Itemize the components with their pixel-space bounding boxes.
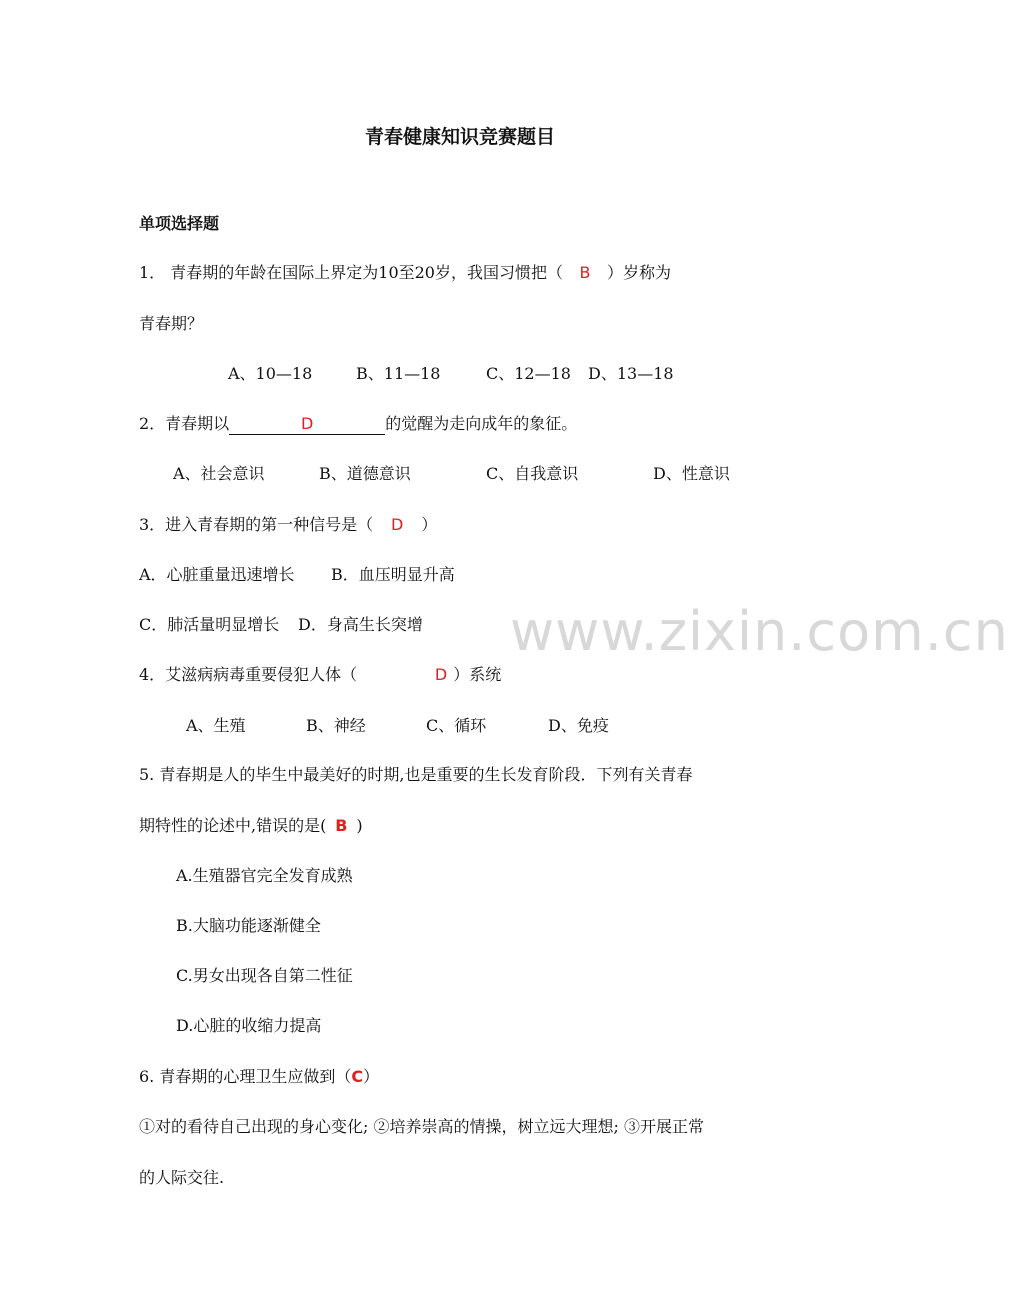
q3-option-b: B．血压明显升高 (331, 565, 455, 584)
q3-option-a: A．心脏重量迅速增长 (139, 565, 295, 584)
q4-option-c: C、循环 (426, 716, 487, 735)
question-2-suffix: 的觉醒为走向成年的象征。 (385, 414, 578, 433)
q3-option-d: D．身高生长突增 (298, 615, 423, 634)
question-2-text: 2．青春期以 (139, 414, 230, 433)
q5-option-b: B.大脑功能逐渐健全 (176, 916, 321, 935)
question-6-suffix: ） (363, 1067, 380, 1086)
question-6-line3: 的人际交往. (139, 1168, 225, 1187)
question-3-text: 3．进入青春期的第一种信号是（ (139, 515, 374, 534)
question-6-text: 6. 青春期的心理卫生应做到（ (139, 1067, 352, 1086)
question-5-answer: B (335, 816, 348, 835)
q5-option-a: A.生殖器官完全发育成熟 (176, 866, 353, 885)
q2-option-d: D、性意识 (653, 464, 730, 483)
question-1-answer: B (579, 263, 591, 282)
question-3 (139, 514, 437, 536)
question-5 (139, 815, 363, 837)
q5-option-d: D.心脏的收缩力提高 (176, 1016, 322, 1035)
q1-option-a: A、10—18 (228, 364, 313, 383)
q1-option-c: C、12—18 (486, 364, 571, 383)
question-3-suffix: ） (421, 515, 438, 534)
question-2-answer: D (301, 414, 314, 433)
q4-option-d: D、免疫 (548, 716, 609, 735)
q1-option-b: B、11—18 (356, 364, 441, 383)
question-5-suffix: ) (356, 816, 363, 835)
question-2 (139, 413, 577, 435)
q2-option-b: B、道德意识 (319, 464, 411, 483)
question-6 (139, 1066, 379, 1088)
watermark: www.zixin.com.cn (510, 600, 1009, 663)
q1-option-d: D、13—18 (588, 364, 674, 383)
page-title: 青春健康知识竞赛题目 (364, 126, 555, 148)
q2-option-a: A、社会意识 (173, 464, 265, 483)
question-1-suffix: ）岁称为 (607, 263, 672, 282)
question-6-line2: ①对的看待自己出现的身心变化; ②培养崇高的情操，树立远大理想; ③开展正常 (139, 1117, 704, 1136)
question-5-text: 期特性的论述中,错误的是( (139, 816, 327, 835)
q5-option-c: C.男女出现各自第二性征 (176, 966, 353, 985)
question-4-answer: D (434, 665, 448, 684)
question-4 (139, 664, 501, 686)
question-4-suffix: ）系统 (453, 665, 502, 684)
question-2-blank (229, 414, 385, 435)
q4-option-b: B、神经 (306, 716, 366, 735)
question-3-answer: D (391, 515, 404, 534)
question-1-line2: 青春期？ (139, 314, 204, 333)
q3-option-c: C．肺活量明显增长 (139, 615, 280, 634)
question-5-line1: 5. 青春期是人的毕生中最美好的时期,也是重要的生长发育阶段．下列有关青春 (139, 765, 693, 784)
question-1 (139, 262, 671, 284)
question-1-text: 1． 青春期的年龄在国际上界定为10至20岁，我国习惯把（ (139, 263, 563, 282)
q4-option-a: A、生殖 (186, 716, 246, 735)
question-6-answer: C (351, 1067, 364, 1086)
question-4-text: 4．艾滋病病毒重要侵犯人体（ (139, 665, 358, 684)
q2-option-c: C、自我意识 (486, 464, 579, 483)
section-heading: 单项选择题 (139, 214, 220, 233)
